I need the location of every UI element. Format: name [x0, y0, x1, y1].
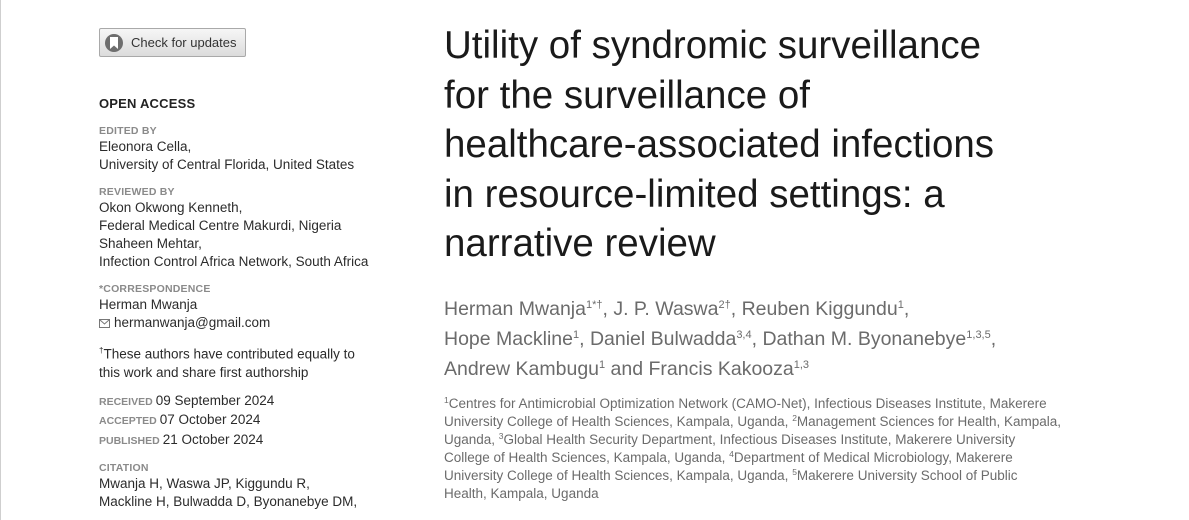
check-for-updates-button[interactable] — [99, 28, 246, 57]
published-row — [99, 431, 409, 451]
published-date: 21 October 2024 — [162, 431, 264, 447]
correspondence-email-row — [99, 314, 409, 333]
title-line: narrative review — [444, 222, 716, 265]
affiliation-text: University College of Health Sciences, Kampala, Uganda, — [444, 468, 793, 483]
accepted-date: 07 October 2024 — [159, 412, 261, 427]
dagger-mark: † — [99, 346, 104, 355]
edited-by-label: EDITED BY — [99, 125, 157, 137]
affiliation-text: Centres for Antimicrobial Optimization Network (CAMO-Net), Infectious Diseases Institute, Makerere — [448, 396, 1047, 411]
affiliation-number: 4 — [729, 449, 734, 459]
author-affiliation-marker: 1 — [599, 359, 606, 371]
correspondence-label: *CORRESPONDENCE — [99, 283, 211, 295]
author-name[interactable]: Daniel Bulwadda — [589, 328, 737, 350]
author-list: Herman Mwanja$^{1*\dagger}$, J. P. Waswa$^{2\dagger}$, Reuben Kiggundu$^1$, Hope Mackline$^1$, Daniel Bulwadda$^{3,4}$, Dathan M. Byonanebye$^{1,3,5}$, Andrew Kambugu$^1$ and Francis Kakooza$^{1,3}$ — [444, 298, 997, 380]
citation-line: Mwanja H, Waswa JP, Kiggundu R, — [99, 476, 310, 491]
reviewer-line: Infection Control Africa Network, South Africa — [99, 254, 369, 269]
affiliation-text: Uganda, — [444, 432, 499, 447]
author-affiliation-marker: 1 — [897, 299, 904, 311]
title-line: Utility of syndromic surveillance — [444, 24, 982, 67]
reviewed-by-label: REVIEWED BY — [99, 186, 175, 198]
affiliation-text: Global Health Security Department, Infectious Diseases Institute, Makerere University — [503, 432, 1016, 447]
received-label: RECEIVED — [99, 395, 153, 408]
received-date: 09 September 2024 — [155, 392, 275, 408]
article-title — [444, 21, 1144, 269]
affiliation-number: 1 — [444, 395, 449, 405]
author-name[interactable]: Hope Mackline — [444, 328, 573, 350]
affiliation-text: University College of Health Sciences, Kampala, Uganda, — [444, 414, 793, 429]
author-affiliation-marker: 2† — [718, 299, 731, 311]
author-affiliation-marker: 3,4 — [736, 329, 752, 341]
affiliation-text: Department of Medical Microbiology, Makerere — [733, 450, 1013, 465]
affiliation-number: 2 — [792, 413, 797, 423]
equal-contribution-line: this work and share first authorship — [99, 364, 309, 380]
reviewed-by-section — [99, 185, 409, 271]
author-name[interactable]: Francis Kakooza — [648, 358, 794, 380]
check-for-updates-label: Check for updates — [131, 35, 237, 50]
editor-affiliation: University of Central Florida, United States — [99, 157, 355, 172]
author-affiliation-marker: 1,3,5 — [966, 329, 991, 341]
affiliation-text: Health, Kampala, Uganda — [444, 486, 599, 501]
article-sidebar — [99, 28, 409, 511]
author-affiliation-marker: 1,3 — [793, 359, 810, 371]
accepted-label: ACCEPTED — [99, 415, 157, 427]
reviewer-line: Shaheen Mehtar, — [99, 236, 202, 251]
correspondence-email-link[interactable]: hermanwanja@gmail.com — [114, 315, 271, 330]
title-line: in resource-limited settings: a — [444, 172, 945, 216]
affiliation-text: College of Health Sciences, Kampala, Uganda, — [444, 450, 730, 465]
open-access-label: OPEN ACCESS — [99, 96, 196, 111]
author-name[interactable]: Andrew Kambugu — [444, 358, 600, 380]
title-line: healthcare-associated infections — [444, 123, 995, 166]
accepted-row — [99, 411, 409, 431]
affiliation-number: 5 — [792, 467, 797, 477]
equal-contribution-note — [99, 342, 409, 382]
published-label: PUBLISHED — [99, 434, 160, 447]
reviewer-line: Okon Okwong Kenneth, — [99, 200, 243, 215]
author-affiliation-marker: 1 — [572, 329, 580, 341]
correspondence-section — [99, 282, 409, 333]
envelope-icon — [99, 315, 110, 333]
author-affiliation-marker: 1*† — [585, 299, 603, 311]
title-line: for the surveillance of — [444, 73, 810, 117]
edited-by-section — [99, 124, 409, 174]
affiliation-text: Makerere University School of Public — [796, 468, 1018, 483]
reviewer-line: Federal Medical Centre Makurdi, Nigeria — [99, 218, 342, 233]
affiliation-list — [444, 395, 1094, 503]
affiliation-number: 3 — [498, 431, 504, 441]
citation-section — [99, 461, 409, 511]
citation-label: CITATION — [99, 462, 149, 474]
author-name[interactable]: Reuben Kiggundu — [741, 298, 898, 320]
equal-contribution-line: These authors have contributed equally to — [103, 346, 355, 362]
citation-line: Mackline H, Bulwadda D, Byonanebye DM, — [99, 494, 358, 509]
correspondence-name: Herman Mwanja — [99, 297, 198, 312]
page-edge-rule — [0, 0, 1, 520]
dates-section — [99, 392, 409, 451]
bookmark-badge-icon — [105, 34, 123, 52]
author-name[interactable]: J. P. Waswa — [613, 298, 719, 320]
author-name[interactable]: Dathan M. Byonanebye — [762, 328, 967, 350]
author-name[interactable]: Herman Mwanja — [444, 298, 586, 320]
received-row — [99, 392, 409, 412]
editor-name: Eleonora Cella, — [99, 139, 192, 154]
affiliation-text: Management Sciences for Health, Kampala, — [796, 414, 1062, 429]
